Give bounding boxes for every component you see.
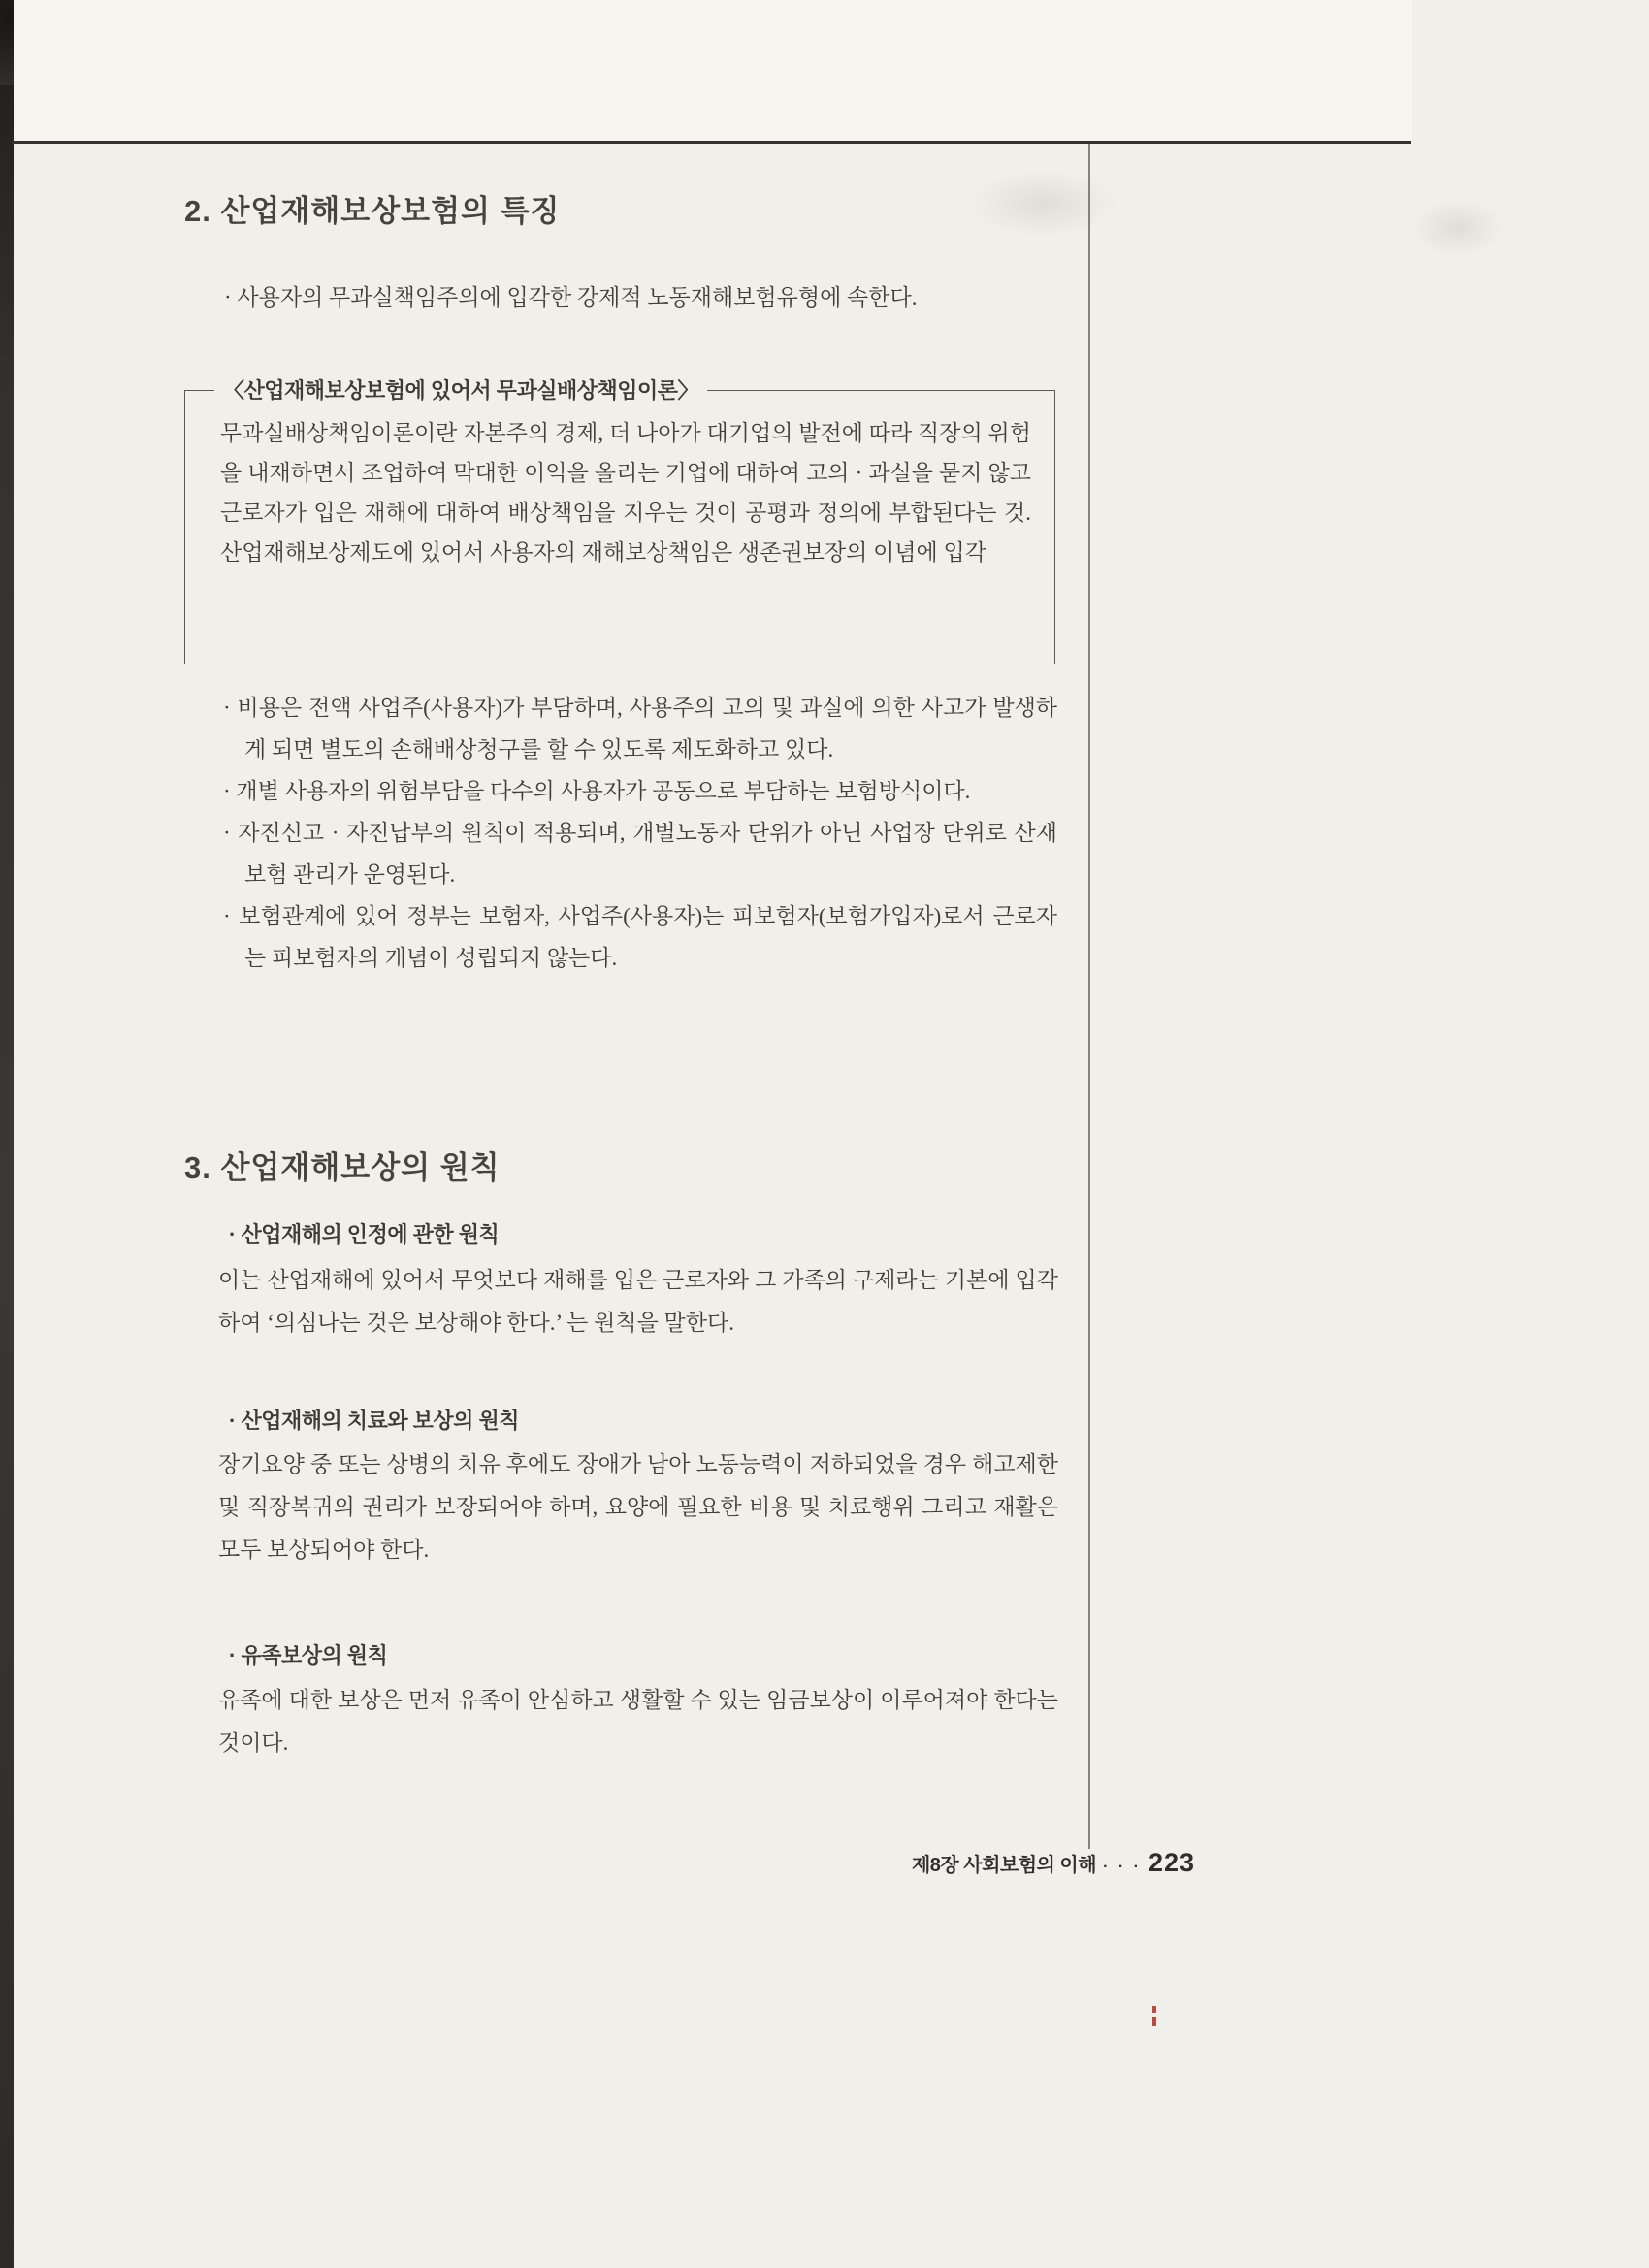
principle-body-treatment: 장기요양 중 또는 상병의 치유 후에도 장애가 남아 노동능력이 저하되었을 경우 해고제한 및 직장복귀의 권리가 보장되어야 하며, 요양에 필요한 비용 및 치료행위 그리고 재활은 모두 보상되어야 한다. (218, 1452, 1058, 1562)
column-divider-rule (1088, 144, 1090, 1849)
intro-bullet: · 사용자의 무과실책임주의에 입각한 강제적 노동재해보험유형에 속한다. (224, 285, 918, 309)
section-heading-principles: 3. 산업재해보상의 원칙 (184, 1150, 501, 1184)
header-rule (12, 141, 1411, 144)
principle-body-survivors: 유족에 대한 보상은 먼저 유족이 안심하고 생활할 수 있는 임금보상이 이루어져야 한다는 것이다. (218, 1688, 1058, 1755)
list-item: · 자진신고 · 자진납부의 원칙이 적용되며, 개별노동자 단위가 아닌 사업장 단위로 산재보험 관리가 운영된다. (223, 821, 1057, 887)
list-item: · 개별 사용자의 위험부담을 다수의 사용자가 공동으로 부담하는 보험방식이다. (223, 779, 971, 803)
list-item: · 비용은 전액 사업주(사용자)가 부담하며, 사용주의 고의 및 과실에 의한 사고가 발생하게 되면 별도의 손해배상청구를 할 수 있도록 제도화하고 있다. (223, 696, 1057, 761)
footer-dots: · · · (1103, 1859, 1142, 1875)
scan-left-edge (0, 0, 14, 2268)
callout-title: 〈산업재해보상보험에 있어서 무과실배상책임이론〉 (214, 374, 707, 405)
scan-smudge (1411, 199, 1504, 257)
footer-page-number: 223 (1148, 1848, 1195, 1877)
scan-smudge (970, 170, 1116, 238)
no-fault-liability-callout-box (184, 378, 1055, 664)
page-top-margin (14, 0, 1412, 141)
section-heading-features: 2. 산업재해보상보험의 특징 (184, 194, 561, 228)
page-footer (912, 1848, 1195, 1878)
principle-title-survivors: · 유족보상의 원칙 (229, 1643, 388, 1668)
principle-title-recognition: · 산업재해의 인정에 관한 원칙 (229, 1222, 500, 1247)
principle-body-recognition: 이는 산업재해에 있어서 무엇보다 재해를 입은 근로자와 그 가족의 구제라는 기본에 입각하여 ‘의심나는 것은 보상해야 한다.’ 는 원칙을 말한다. (218, 1268, 1058, 1335)
red-ink-artifact (1152, 2006, 1157, 2027)
callout-body: 무과실배상책임이론이란 자본주의 경제, 더 나아가 대기업의 발전에 따라 직장의 위험을 내재하면서 조업하여 막대한 이익을 올리는 기업에 대하여 고의 · 과실을 묻지 않고 근로자가 입은 재해에 대하여 배상책임을 지우는 것이 공평과 정의에 부합된다는 것. 산업재해보상제도에 있어서 사용자의 재해보상책임은 생존권보장의 이념에 입각 (220, 421, 1031, 565)
features-bullet-list (223, 687, 1057, 979)
list-item: · 보험관계에 있어 정부는 보험자, 사업주(사용자)는 피보험자(보험가입자)로서 근로자는 피보험자의 개념이 성립되지 않는다. (223, 904, 1057, 970)
principle-title-treatment: · 산업재해의 치료와 보상의 원칙 (229, 1409, 520, 1433)
footer-chapter-label: 제8장 사회보험의 이해 (911, 1855, 1097, 1876)
